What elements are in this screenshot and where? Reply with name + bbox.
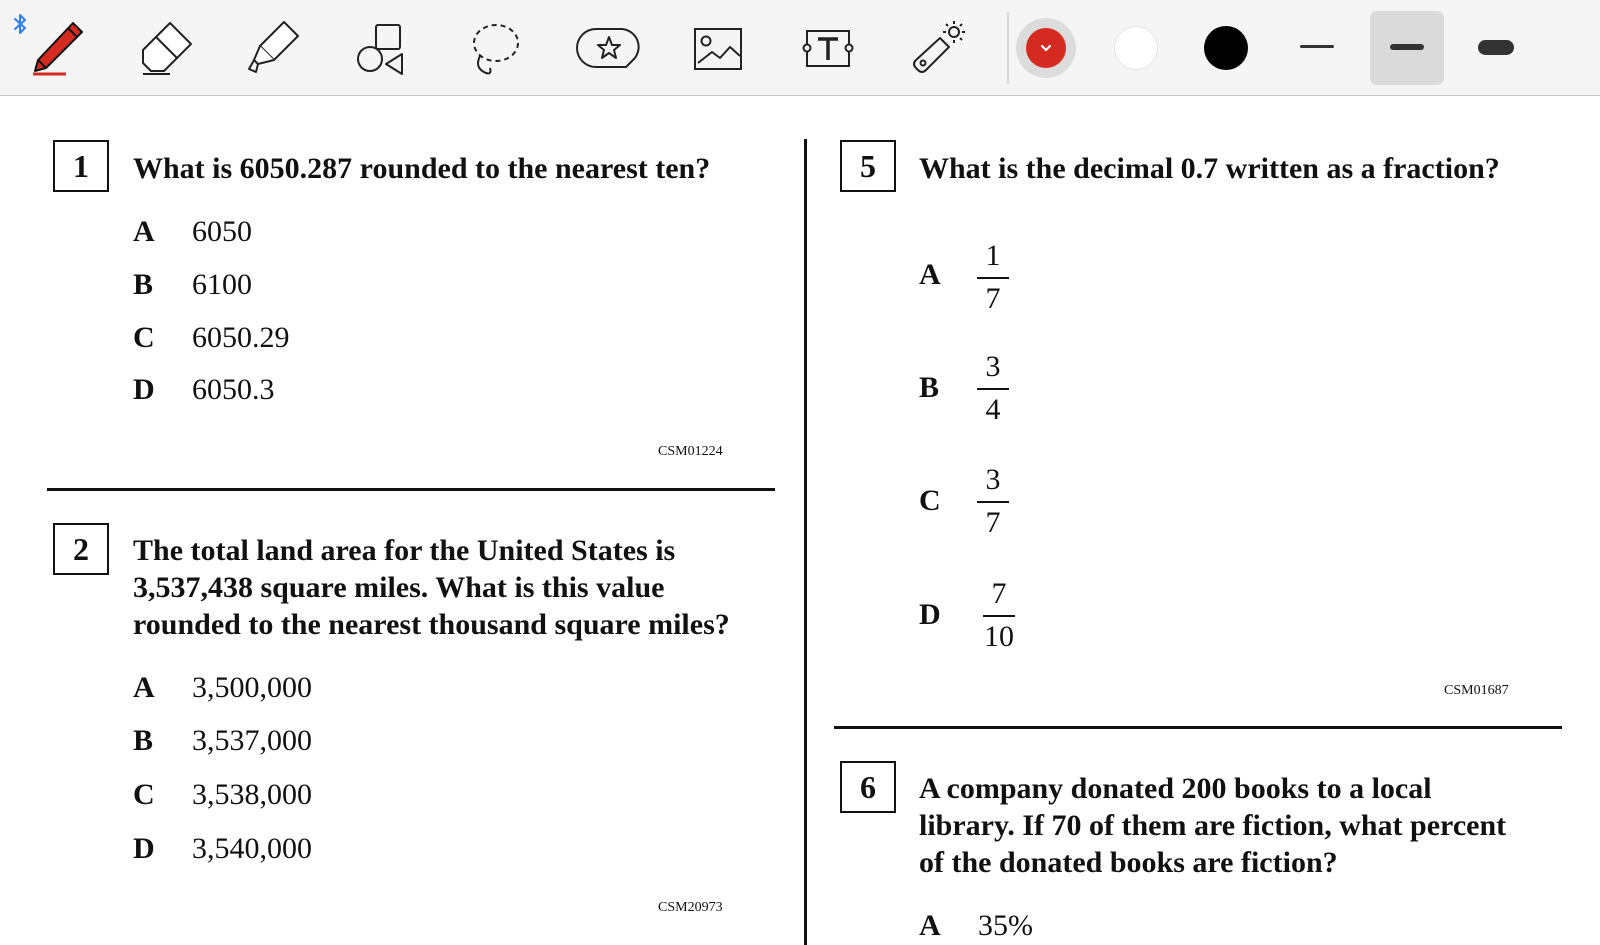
q5-option-b-denominator: 4 <box>985 393 1001 426</box>
q5-option-a-denominator: 7 <box>985 282 1001 315</box>
question-text-1: What is 6050.287 rounded to the nearest ten? <box>133 152 711 185</box>
q1-option-letter-c: C <box>133 321 155 354</box>
question-number-5: 5 <box>840 140 896 192</box>
q2-option-value-b: 3,537,000 <box>192 724 312 757</box>
q1-option-value-d: 6050.3 <box>192 373 275 406</box>
q1-option-value-a: 6050 <box>192 215 252 248</box>
image-icon <box>686 16 750 80</box>
q2-option-value-d: 3,540,000 <box>192 832 312 865</box>
color-swatch-red[interactable] <box>1026 28 1066 68</box>
highlighter-tool[interactable] <box>242 16 306 80</box>
sticker-icon <box>576 16 640 80</box>
laser-pointer-icon <box>906 16 970 80</box>
shapes-icon <box>352 16 416 80</box>
question-text-6-line-1: A company donated 200 books to a local <box>919 772 1432 805</box>
eraser-icon <box>134 16 198 80</box>
fraction-bar <box>977 388 1009 390</box>
q5-option-a-numerator: 1 <box>985 239 1001 272</box>
stroke-width-thick[interactable] <box>1478 40 1514 55</box>
q2-option-value-c: 3,538,000 <box>192 778 312 811</box>
question-number-6: 6 <box>840 761 896 813</box>
item-code-q5: CSM01687 <box>1444 683 1509 698</box>
question-text-2 <box>133 532 730 643</box>
text-box-icon <box>796 16 860 80</box>
q5-option-c-numerator: 3 <box>985 463 1001 496</box>
question-text-2-line-2: 3,537,438 square miles. What is this value <box>133 571 665 604</box>
shapes-tool[interactable] <box>352 16 416 80</box>
q5-option-d-denominator: 10 <box>984 620 1014 653</box>
image-tool[interactable] <box>686 16 750 80</box>
q5-option-letter-d: D <box>919 598 941 631</box>
fraction-bar <box>977 277 1009 279</box>
lasso-tool[interactable] <box>462 16 526 80</box>
q2-option-letter-c: C <box>133 778 155 811</box>
stroke-width-medium[interactable] <box>1390 44 1424 50</box>
q1-option-letter-a: A <box>133 215 155 248</box>
laser-pointer-tool[interactable] <box>906 16 970 80</box>
q5-option-d-numerator: 7 <box>991 577 1007 610</box>
question-text-5: What is the decimal 0.7 written as a fraction? <box>919 152 1500 185</box>
chevron-down-icon <box>1026 28 1066 68</box>
q5-option-fraction-d <box>976 579 1022 652</box>
text-box-tool[interactable] <box>796 16 860 80</box>
annotation-toolbar <box>0 0 1600 96</box>
item-code-q2: CSM20973 <box>658 900 723 915</box>
toolbar-divider <box>1007 12 1009 84</box>
question-text-6 <box>919 770 1506 881</box>
pen-tool[interactable] <box>26 16 90 80</box>
stroke-width-thin[interactable] <box>1300 45 1334 48</box>
fraction-bar <box>983 615 1015 617</box>
q6-option-value-a: 35% <box>978 909 1033 942</box>
question-text-6-line-2: library. If 70 of them are fiction, what percent <box>919 809 1507 842</box>
section-rule-left <box>47 488 775 491</box>
q2-option-value-a: 3,500,000 <box>192 671 312 704</box>
question-text-6-line-3: of the donated books are fiction? <box>919 846 1338 879</box>
q6-option-letter-a: A <box>919 909 941 942</box>
q1-option-value-b: 6100 <box>192 268 252 301</box>
color-swatch-black[interactable] <box>1204 26 1248 70</box>
section-rule-right <box>834 726 1562 729</box>
q5-option-b-numerator: 3 <box>985 350 1001 383</box>
question-number-2: 2 <box>53 523 109 575</box>
sticker-tool[interactable] <box>576 16 640 80</box>
q1-option-value-c: 6050.29 <box>192 321 290 354</box>
q5-option-fraction-a <box>970 241 1016 314</box>
q5-option-fraction-b <box>970 352 1016 425</box>
fraction-bar <box>977 501 1009 503</box>
q5-option-letter-c: C <box>919 484 941 517</box>
question-number-1: 1 <box>53 140 109 192</box>
eraser-tool[interactable] <box>134 16 198 80</box>
q1-option-letter-d: D <box>133 373 155 406</box>
q1-option-letter-b: B <box>133 268 154 301</box>
q2-option-letter-b: B <box>133 724 154 757</box>
q5-option-fraction-c <box>970 465 1016 538</box>
lasso-icon <box>462 16 526 80</box>
question-text-2-line-3: rounded to the nearest thousand square miles? <box>133 608 730 641</box>
q2-option-letter-d: D <box>133 832 155 865</box>
highlighter-icon <box>242 16 306 80</box>
q2-option-letter-a: A <box>133 671 155 704</box>
color-swatch-white[interactable] <box>1114 26 1158 70</box>
q5-option-c-denominator: 7 <box>985 506 1001 539</box>
item-code-q1: CSM01224 <box>658 444 723 459</box>
question-text-2-line-1: The total land area for the United States is <box>133 534 676 567</box>
pen-icon <box>26 16 90 80</box>
column-divider <box>804 139 807 945</box>
q5-option-letter-a: A <box>919 258 941 291</box>
q5-option-letter-b: B <box>919 371 940 404</box>
